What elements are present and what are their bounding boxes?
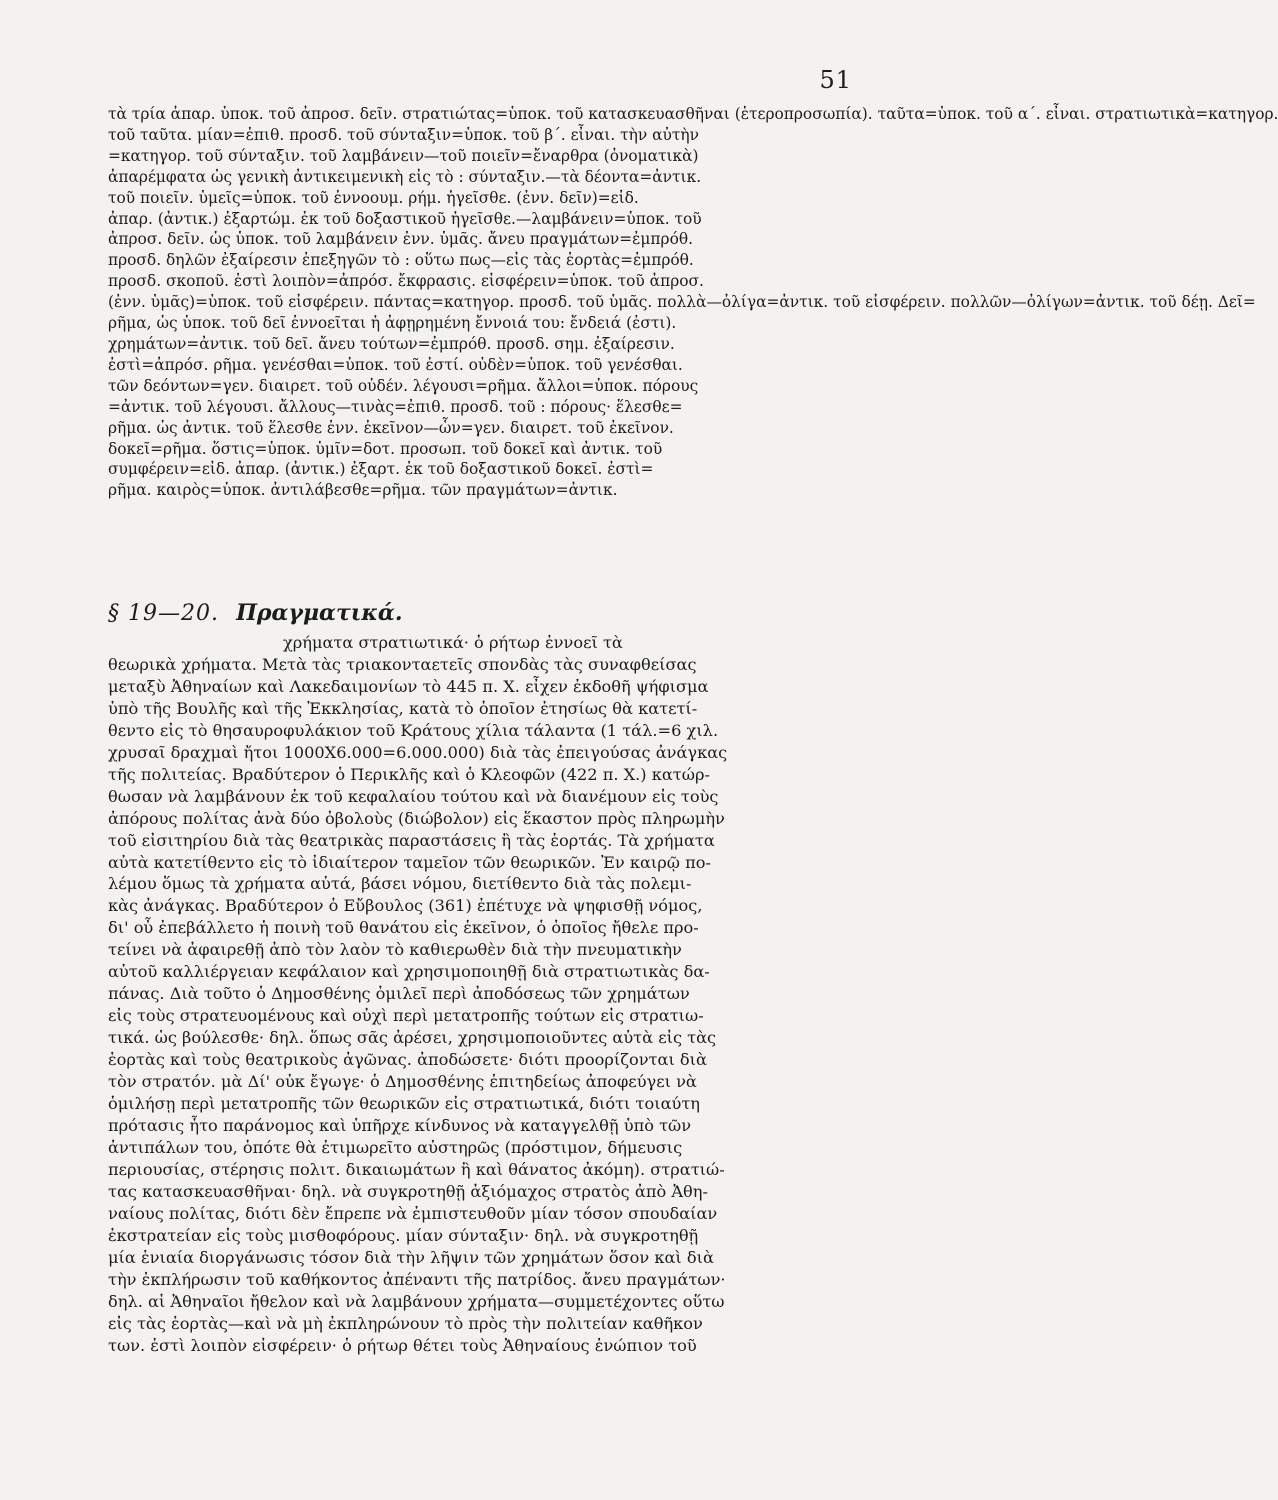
text-line: των. ἐστὶ λοιπὸν εἰσφέρειν· ὁ ρήτωρ θέτει τοὺς Ἀθηναίους ἐνώπιον τοῦ	[108, 1335, 697, 1355]
notes-line: τοῦ ποιεῖν. ὑμεῖς=ὑποκ. τοῦ ἐννοουμ. ρήμ. ἡγεῖσθε. (ἐνν. δεῖν)=εἰδ.	[108, 188, 639, 207]
text-line: ὁμιλήσῃ περὶ μετατροπῆς τῶν θεωρικῶν εἰς στρατιωτικά, διότι τοιαύτη	[108, 1094, 700, 1114]
notes-line: (ἐνν. ὑμᾶς)=ὑποκ. τοῦ εἰσφέρειν. πάντας=κατηγορ. προσδ. τοῦ ὑμᾶς. πολλὰ—ὀλίγα=ἀντικ. τοῦ εἰσφέρειν. πολλῶν—ὀλίγων=ἀντικ. τοῦ δέῃ. Δεῖ=	[108, 293, 1256, 312]
notes-line: ἀπαρέμφατα ὡς γενικὴ ἀντικειμενικὴ εἰς τὸ : σύνταξιν.—τὰ δέοντα=ἀντικ.	[108, 167, 702, 186]
text-line: λέμου ὅμως τὰ χρήματα αὐτά, βάσει νόμου, διετίθεντο διὰ τὰς πολεμι-	[108, 874, 692, 894]
text-line: πρότασις ἦτο παράνομος καὶ ὑπῆρχε κίνδυνος νὰ καταγγελθῇ ὑπὸ τῶν	[108, 1115, 692, 1135]
notes-line: ρῆμα, ὡς ὑποκ. τοῦ δεῖ ἐννοεῖται ἡ ἀφῃρημένη ἔννοιά του: ἔνδειά (ἐστι).	[108, 314, 677, 333]
text-line: εἰς τὰς ἑορτὰς—καὶ νὰ μὴ ἐκπληρώνουν τὸ πρὸς τὴν πολιτείαν καθῆκον	[108, 1313, 703, 1333]
commentary-text	[108, 632, 842, 1356]
text-line: κὰς ἀνάγκας. Βραδύτερον ὁ Εὔβουλος (361) ἐπέτυχε νὰ ψηφισθῇ νόμος,	[108, 896, 703, 916]
text-line: τὴν ἐκπλήρωσιν τοῦ καθήκοντος ἀπέναντι τῆς πατρίδος. ἄνευ πραγμάτων·	[108, 1269, 726, 1289]
grammar-notes	[108, 104, 1278, 501]
section-number: § 19—20.	[108, 601, 219, 626]
text-line: τὸν στρατόν. μὰ Δί' οὐκ ἔγωγε· ὁ Δημοσθένης ἐπιτηδείως ἀποφεύγει νὰ	[108, 1072, 697, 1092]
notes-line: τῶν δεόντων=γεν. διαιρετ. τοῦ οὐδέν. λέγουσι=ρῆμα. ἄλλοι=ὑποκ. πόρους	[108, 376, 699, 395]
notes-line: ἀπροσ. δεῖν. ὡς ὑποκ. τοῦ λαμβάνειν ἐνν. ὑμᾶς. ἄνευ πραγμάτων=ἐμπρόθ.	[108, 230, 694, 249]
text-line: αὐτοῦ καλλιέργειαν κεφάλαιον καὶ χρησιμοποιηθῇ διὰ στρατιωτικὰς δα-	[108, 962, 710, 982]
notes-line: προσδ. δηλῶν ἐξαίρεσιν ἐπεξηγῶν τὸ : οὕτω πως—εἰς τὰς ἑορτὰς=ἐμπρόθ.	[108, 251, 694, 270]
text-line: τῆς πολιτείας. Βραδύτερον ὁ Περικλῆς καὶ ὁ Κλεοφῶν (422 π. Χ.) κατώρ-	[108, 764, 710, 784]
notes-line: προσδ. σκοποῦ. ἐστὶ λοιπὸν=ἀπρόσ. ἔκφρασις. εἰσφέρειν=ὑποκ. τοῦ ἀπροσ.	[108, 272, 704, 291]
text-line: δηλ. αἱ Ἀθηναῖοι ἤθελον καὶ νὰ λαμβάνουν χρήματα—συμμετέχοντες οὕτω	[108, 1291, 725, 1311]
notes-line: ρῆμα. καιρὸς=ὑποκ. ἀντιλάβεσθε=ρῆμα. τῶν πραγμάτων=ἀντικ.	[108, 481, 618, 500]
text-line: ἀπόρους πολίτας ἀνὰ δύο ὀβολοὺς (διώβολον) εἰς ἕκαστον πρὸς πληρωμὴν	[108, 808, 725, 828]
notes-line: =κατηγορ. τοῦ σύνταξιν. τοῦ λαμβάνειν—τοῦ ποιεῖν=ἔναρθρα (ὀνοματικὰ)	[108, 146, 699, 165]
notes-line: ἀπαρ. (ἀντικ.) ἐξαρτώμ. ἐκ τοῦ δοξαστικοῦ ἡγεῖσθε.—λαμβάνειν=ὑποκ. τοῦ	[108, 209, 702, 228]
text-line: ἀντιπάλων του, ὁπότε θὰ ἐτιμωρεῖτο αὐστηρῶς (πρόστιμον, δήμευσις	[108, 1137, 683, 1157]
section-heading	[108, 600, 848, 626]
text-line: θωσαν νὰ λαμβάνουν ἐκ τοῦ κεφαλαίου τούτου καὶ νὰ διανέμουν εἰς τοὺς	[108, 786, 719, 806]
text-line: αὐτὰ κατετίθεντο εἰς τὸ ἰδιαίτερον ταμεῖον τῶν θεωρικῶν. Ἐν καιρῷ πο-	[108, 852, 711, 872]
text-line: θεωρικὰ χρήματα. Μετὰ τὰς τριακονταετεῖς σπονδὰς τὰς συναφθείσας	[108, 654, 697, 674]
notes-line: =ἀντικ. τοῦ λέγουσι. ἄλλους—τινὰς=ἐπιθ. προσδ. τοῦ : πόρους· ἕλεσθε=	[108, 397, 683, 416]
text-line: εἰς τοὺς στρατευομένους καὶ οὐχὶ περὶ μετατροπῆς τούτων εἰς στρατιω-	[108, 1006, 704, 1026]
text-line: περιουσίας, στέρησις πολιτ. δικαιωμάτων ἢ καὶ θάνατος ἀκόμη). στρατιώ-	[108, 1159, 725, 1179]
text-line: ὑπὸ τῆς Βουλῆς καὶ τῆς Ἐκκλησίας, κατὰ τὸ ὁποῖον ἐτησίως θὰ κατετί-	[108, 698, 698, 718]
notes-line: τὰ τρία ἀπαρ. ὑποκ. τοῦ ἀπροσ. δεῖν. στρατιώτας=ὑποκ. τοῦ κατασκευασθῆναι (ἑτεροπροσωπία). ταῦτα=ὑποκ. τοῦ α΄. εἶναι. στρατιωτικὰ=κατηγορ.	[108, 105, 1278, 123]
notes-line: χρημάτων=ἀντικ. τοῦ δεῖ. ἄνευ τούτων=ἐμπρόθ. προσδ. σημ. ἐξαίρεσιν.	[108, 334, 675, 353]
text-line: δι' οὗ ἐπεβάλλετο ἡ ποινὴ τοῦ θανάτου εἰς ἐκεῖνον, ὁ ὁποῖος ἤθελε προ-	[108, 918, 699, 938]
notes-line: συμφέρειν=εἰδ. ἀπαρ. (ἀντικ.) ἐξαρτ. ἐκ τοῦ δοξαστικοῦ δοκεῖ. ἐστὶ=	[108, 460, 654, 479]
notes-line: τοῦ ταῦτα. μίαν=ἐπιθ. προσδ. τοῦ σύνταξιν=ὑποκ. τοῦ β΄. εἶναι. τὴν αὐτὴν	[108, 125, 699, 144]
text-line: τείνει νὰ ἀφαιρεθῇ ἀπὸ τὸν λαὸν τὸ καθιερωθὲν διὰ τὴν πνευματικὴν	[108, 940, 682, 960]
text-line: χρυσαῖ δραχμαὶ ἤτοι 1000Χ6.000=6.000.000) διὰ τὰς ἐπειγούσας ἀνάγκας	[108, 742, 728, 762]
page-number: 51	[819, 66, 852, 94]
text-line: τικά. ὡς βούλεσθε· δηλ. ὅπως σᾶς ἀρέσει, χρησιμοποιοῦντες αὐτὰ εἰς τὰς	[108, 1028, 717, 1048]
text-line: πάνας. Διὰ τοῦτο ὁ Δημοσθένης ὁμιλεῖ περὶ ἀποδόσεως τῶν χρημάτων	[108, 984, 690, 1004]
text-line: τοῦ εἰσιτηρίου διὰ τὰς θεατρικὰς παραστάσεις ἢ τὰς ἑορτάς. Τὰ χρήματα	[108, 830, 715, 850]
section-title: Πραγματικά.	[236, 600, 403, 626]
text-line: μία ἑνιαία διοργάνωσις τόσον διὰ τὴν λῆψιν τῶν χρημάτων ὅσον καὶ διὰ	[108, 1247, 714, 1267]
notes-line: δοκεῖ=ρῆμα. ὅστις=ὑποκ. ὑμῖν=δοτ. προσωπ. τοῦ δοκεῖ καὶ ἀντικ. τοῦ	[108, 439, 663, 458]
text-line: τας κατασκευασθῆναι· δηλ. νὰ συγκροτηθῇ ἀξιόμαχος στρατὸς ἀπὸ Ἀθη-	[108, 1181, 708, 1201]
notes-line: ἐστὶ=ἀπρόσ. ρῆμα. γενέσθαι=ὑποκ. τοῦ ἐστί. οὐδὲν=ὑποκ. τοῦ γενέσθαι.	[108, 355, 683, 374]
text-line: θεντο εἰς τὸ θησαυροφυλάκιον τοῦ Κράτους χίλια τάλαντα (1 τάλ.=6 χιλ.	[108, 720, 719, 740]
notes-line: ρῆμα. ὡς ἀντικ. τοῦ ἕλεσθε ἐνν. ἐκεῖνον—ὧν=γεν. διαιρετ. τοῦ ἐκεῖνον.	[108, 418, 674, 437]
text-line: ἐκστρατείαν εἰς τοὺς μισθοφόρους. μίαν σύνταξιν· δηλ. νὰ συγκροτηθῇ	[108, 1225, 699, 1245]
text-line: μεταξὺ Ἀθηναίων καὶ Λακεδαιμονίων τὸ 445 π. Χ. εἶχεν ἐκδοθῆ ψήφισμα	[108, 676, 709, 696]
text-line: ναίους πολίτας, διότι δὲν ἔπρεπε νὰ ἐμπιστευθοῦν μίαν τόσον σπουδαίαν	[108, 1203, 718, 1223]
text-line: ἑορτὰς καὶ τοὺς θεατρικοὺς ἀγῶνας. ἀποδώσετε· διότι προορίζονται διὰ	[108, 1050, 707, 1070]
text-line: χρήματα στρατιωτικά· ὁ ρήτωρ ἐννοεῖ τὰ	[108, 633, 623, 652]
